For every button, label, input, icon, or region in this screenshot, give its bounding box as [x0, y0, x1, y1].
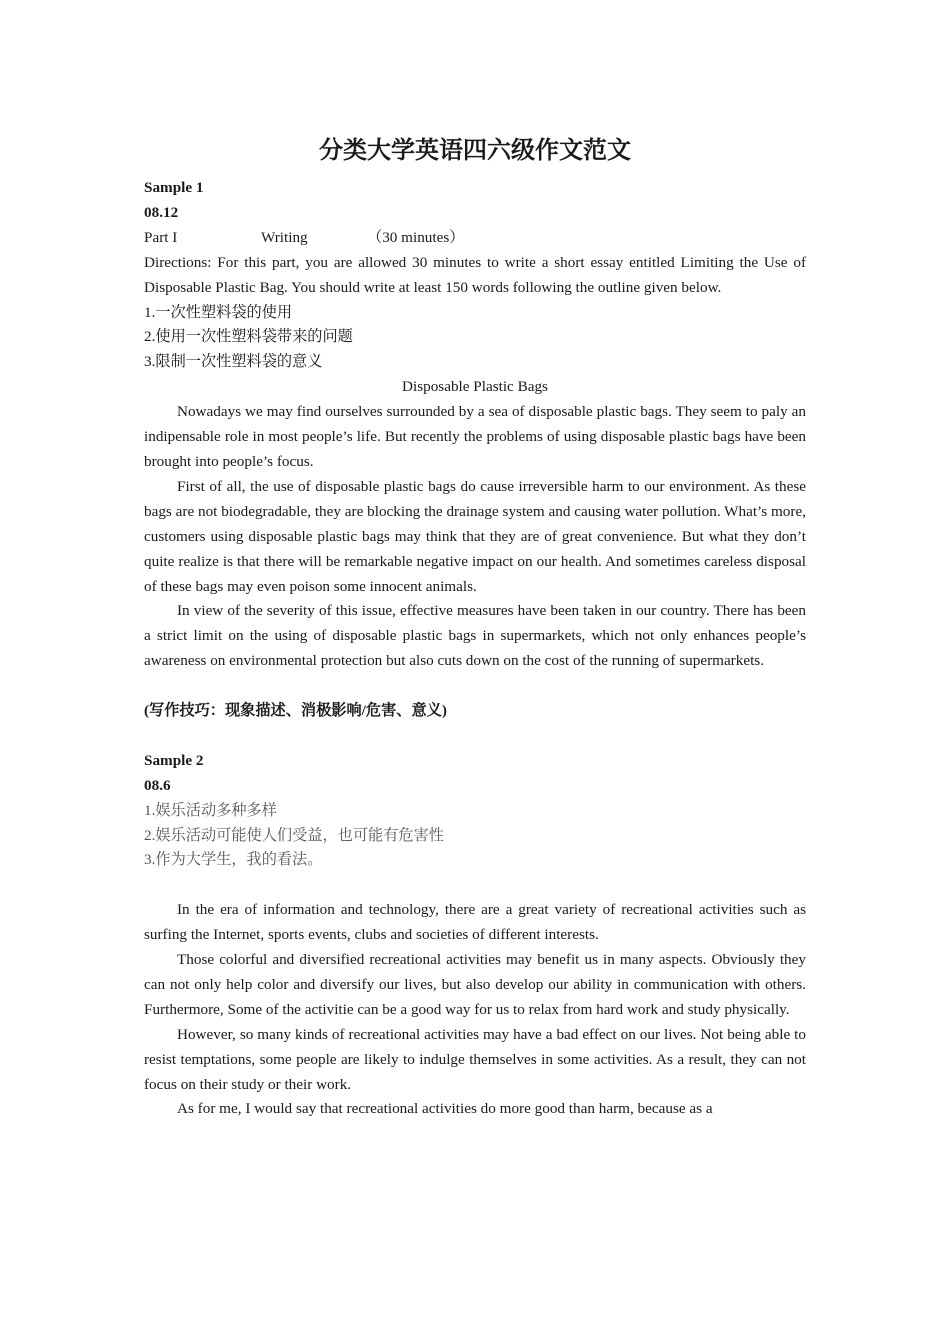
directions-text: Directions: For this part, you are allowed 30 minutes to write a short essay entitled Limiting the Use of Disposable Plastic Bag. You should write at least 150 words following the outline given below. [144, 253, 806, 296]
sample2-label: Sample 2 [144, 751, 204, 769]
paragraph: In view of the severity of this issue, effective measures have been taken in our country. There has been a strict limit on the using of disposable plastic bags in supermarkets, which not only enhances people’s awareness on environmental protection but also cuts down on the cost of the running of supermarkets. [144, 602, 806, 670]
paragraph: Those colorful and diversified recreational activities may benefit us in many aspects. Obviously they can not only help color and diversify our lives, but also develop our ability in communication with others. Furthermore, Some of the activitie can be a good way for us to relax from hard work and study physically. [144, 951, 806, 1018]
outline-item: 1.娱乐活动多种多样 [144, 801, 277, 819]
outline-item: 2.使用一次性塑料袋带来的问题 [144, 328, 353, 346]
document-page [144, 128, 806, 1122]
spacer [144, 724, 806, 749]
paragraph: As for me, I would say that recreational activities do more good than harm, because as a [177, 1100, 713, 1118]
time-label: （30 minutes） [367, 228, 465, 246]
paragraph: Nowadays we may find ourselves surrounded by a sea of disposable plastic bags. They seem to paly an indipensable role in most people’s life. But recently the problems of using disposable plastic bags have been brought into people’s focus. [144, 403, 806, 470]
spacer [144, 674, 806, 699]
sample1-date: 08.12 [144, 203, 179, 221]
document-title: 分类大学英语四六级作文范文 [319, 138, 631, 164]
outline-item: 2.娱乐活动可能使人们受益，也可能有危害性 [144, 826, 444, 844]
spacer [144, 873, 806, 898]
paragraph: In the era of information and technology, there are a great variety of recreational activities such as surfing the Internet, sports events, clubs and societies of different interests. [144, 901, 806, 944]
part-label: Part I [144, 228, 178, 246]
sample2-date: 08.6 [144, 776, 171, 794]
outline-item: 3.限制一次性塑料袋的意义 [144, 353, 323, 371]
essay-title: Disposable Plastic Bags [402, 378, 548, 396]
paragraph: However, so many kinds of recreational activities may have a bad effect on our lives. Not being able to resist temptations, some people are likely to indulge themselves in some activities. As a result, they can not focus on their study or their work. [144, 1025, 806, 1093]
section-label: Writing [261, 228, 308, 246]
sample1-label: Sample 1 [144, 179, 204, 196]
part-line [144, 226, 806, 251]
outline-item: 3.作为大学生，我的看法。 [144, 851, 323, 869]
outline-item: 1.一次性塑料袋的使用 [144, 303, 293, 321]
writing-tip: (写作技巧：现象描述、消极影响/危害、意义) [144, 702, 447, 720]
paragraph: First of all, the use of disposable plastic bags do cause irreversible harm to our environment. As these bags are not biodegradable, they are blocking the drainage system and causing water pollution. What’s more, customers using disposable plastic bags may think that they are of great convenience. But what they don’t quite realize is that there will be remarkable negative impact on our health. And sometimes careless disposal of these bags may even poison some innocent animals. [144, 477, 806, 595]
